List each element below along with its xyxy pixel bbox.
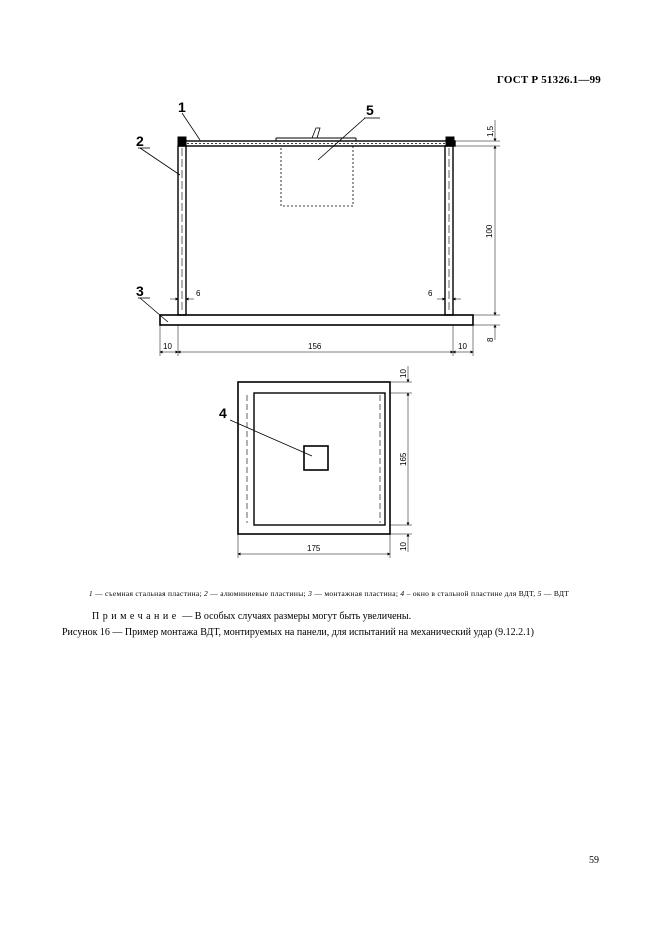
callout-4: 4 (219, 405, 227, 421)
dim-width: 156 (308, 342, 322, 351)
plan-view (230, 366, 412, 558)
legend-num-5: 5 (537, 589, 542, 598)
note-text: — В особых случаях размеры могут быть увеличены. (179, 611, 412, 622)
figure-caption: Рисунок 16 — Пример монтажа ВДТ, монтируемых на панели, для испытаний на механический удар (9.12.2.1) (62, 627, 535, 638)
callout-2: 2 (136, 133, 144, 149)
window-steel-plate (304, 446, 328, 470)
dim-top-thickness: 1,5 (486, 125, 495, 137)
standard-header: ГОСТ Р 51326.1—99 (496, 74, 601, 86)
dim-plan-width: 175 (307, 544, 321, 553)
dim-base-left: 10 (163, 342, 172, 351)
screw-right (446, 137, 454, 145)
legend-num-4: 4 (400, 589, 405, 598)
legend-text-2: — алюминиевые пластины; (208, 589, 309, 598)
legend-num-3: 3 (308, 589, 313, 598)
callout-5: 5 (366, 102, 374, 118)
page-number: 59 (589, 855, 599, 866)
plan-inner-opening (254, 393, 385, 525)
dim-plan-top: 10 (399, 369, 408, 378)
dim-gap-right: 6 (428, 289, 433, 298)
dim-plan-height: 165 (399, 452, 408, 466)
screw-left (178, 137, 186, 145)
callout-1: 1 (178, 99, 186, 115)
legend-text-1: — съемная стальная пластина; (92, 589, 205, 598)
note (92, 611, 411, 622)
plan-outer-plate (238, 382, 390, 534)
callout-3: 3 (136, 283, 144, 299)
dim-height: 100 (485, 224, 494, 238)
legend-text-5: — ВДТ (541, 589, 570, 598)
dim-plan-bottom: 10 (399, 542, 408, 551)
device-outline (281, 146, 353, 206)
legend-text-3: — монтажная пластина; (312, 589, 401, 598)
dim-gap-left: 6 (196, 289, 201, 298)
elevation-view (138, 113, 500, 356)
dim-base-right: 10 (458, 342, 467, 351)
figure-legend (60, 589, 598, 599)
legend-num-1: 1 (88, 589, 93, 598)
dim-base-thickness: 8 (486, 337, 495, 342)
note-label: Примечание (92, 611, 180, 622)
legend-num-2: 2 (204, 589, 209, 598)
mounting-plate (160, 315, 473, 325)
legend-text-4: – окно в стальной пластине для ВДТ, (404, 589, 538, 598)
